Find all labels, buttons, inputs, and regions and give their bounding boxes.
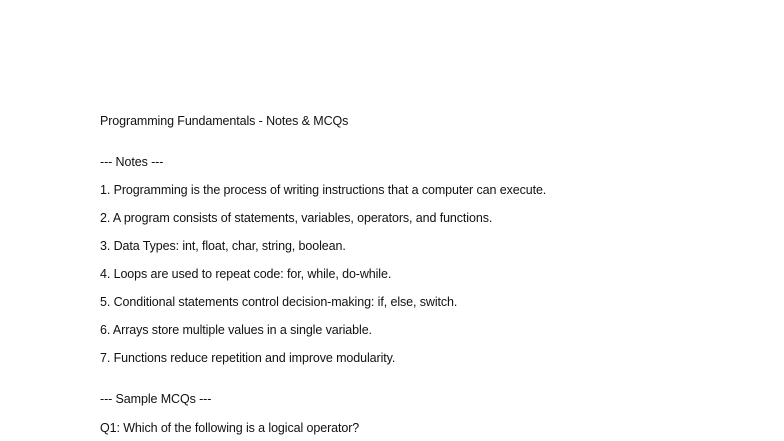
note-item: 5. Conditional statements control decision-making: if, else, switch. xyxy=(100,295,458,309)
note-item: 1. Programming is the process of writing instructions that a computer can execute. xyxy=(100,183,547,197)
note-item: 3. Data Types: int, float, char, string, boolean. xyxy=(100,239,346,253)
note-item: 6. Arrays store multiple values in a single variable. xyxy=(100,323,372,337)
note-item: 7. Functions reduce repetition and improve modularity. xyxy=(100,351,396,365)
mcq-section-header: --- Sample MCQs --- xyxy=(100,392,212,406)
note-item: 2. A program consists of statements, variables, operators, and functions. xyxy=(100,211,493,225)
document-title: Programming Fundamentals - Notes & MCQs xyxy=(100,114,349,128)
mcq-question: Q1: Which of the following is a logical operator? xyxy=(100,421,360,435)
note-item: 4. Loops are used to repeat code: for, while, do-while. xyxy=(100,267,392,281)
notes-section-header: --- Notes --- xyxy=(100,155,164,169)
